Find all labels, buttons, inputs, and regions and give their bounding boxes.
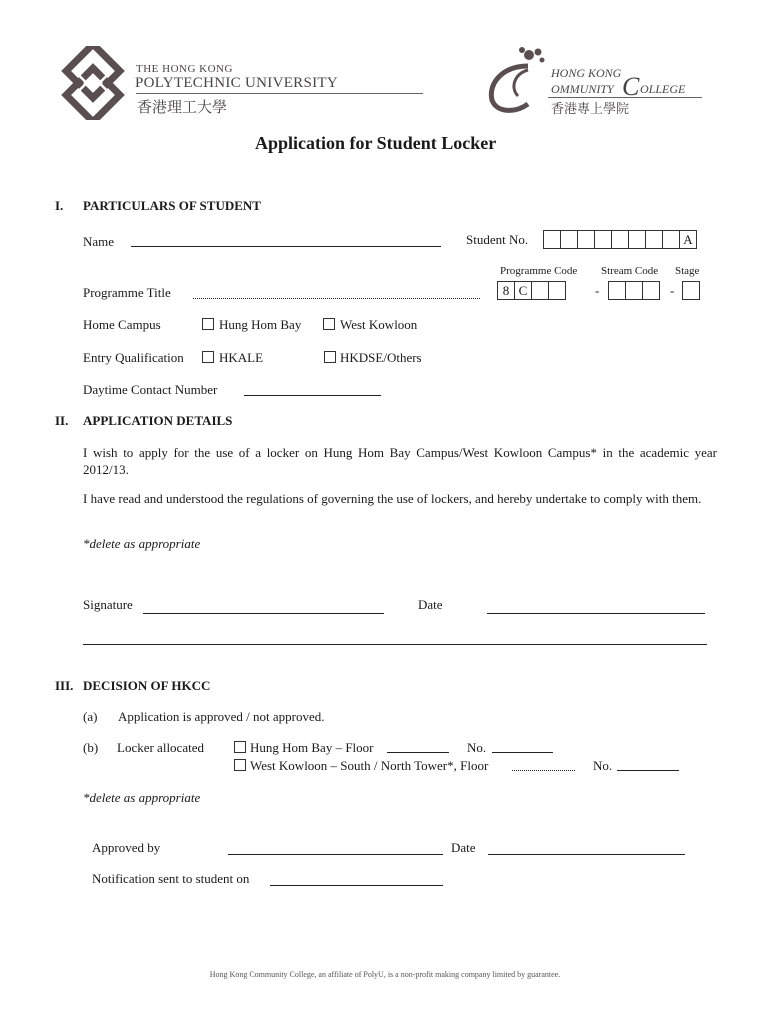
section1-heading: PARTICULARS OF STUDENT [83, 198, 261, 213]
item-a-label: (a) [83, 709, 98, 724]
polyu-name-chinese: 香港理工大學 [137, 98, 228, 116]
campus-westkowloon-label: West Kowloon [340, 317, 418, 332]
student-no-box[interactable] [543, 230, 561, 249]
student-no-box[interactable] [560, 230, 578, 249]
polyu-divider [136, 93, 423, 94]
programme-title-label: Programme Title [83, 285, 171, 300]
student-no-box[interactable] [645, 230, 663, 249]
polyu-emblem-icon [56, 46, 130, 120]
section3-number: III. [55, 678, 74, 693]
polyu-name-line2: POLYTECHNIC UNIVERSITY [135, 75, 339, 91]
notification-field[interactable] [270, 885, 443, 886]
student-no-label: Student No. [466, 232, 529, 247]
locker-hunghom-floor-field[interactable] [387, 752, 449, 753]
locker-hunghom-no-label: No. [467, 740, 487, 755]
name-field[interactable] [131, 246, 441, 247]
contact-number-field[interactable] [244, 395, 381, 396]
hkcc-name-chinese: 香港專上學院 [551, 102, 630, 117]
hkcc-name-line2: OMMUNITY [551, 82, 614, 96]
programme-title-field[interactable] [193, 298, 480, 299]
section-divider [83, 644, 707, 645]
item-b-text: Locker allocated [117, 740, 204, 755]
locker-westkowloon-floor-field[interactable] [512, 770, 575, 771]
campus-westkowloon-checkbox[interactable] [323, 318, 335, 330]
item-a-text: Application is approved / not approved. [118, 709, 325, 724]
hkcc-name-line3: OLLEGE [640, 82, 686, 96]
polyu-name-line1: THE HONG KONG [136, 63, 233, 75]
item-b-label: (b) [83, 740, 99, 755]
stage-box[interactable] [682, 281, 700, 300]
dash-2: - [670, 283, 675, 298]
locker-hunghom-label: Hung Hom Bay – Floor [250, 740, 374, 755]
stage-label: Stage [675, 265, 700, 277]
programme-code-label: Programme Code [500, 265, 578, 277]
programme-code-box[interactable] [548, 281, 566, 300]
signature-field[interactable] [143, 613, 384, 614]
programme-code-box[interactable] [531, 281, 549, 300]
stream-code-boxes[interactable] [608, 281, 659, 300]
entry-qualification-label: Entry Qualification [83, 350, 184, 365]
student-no-box[interactable] [662, 230, 680, 249]
student-no-box[interactable] [628, 230, 646, 249]
locker-westkowloon-no-field[interactable] [617, 770, 679, 771]
campus-hunghom-label: Hung Hom Bay [219, 317, 302, 332]
section2-number: II. [55, 413, 69, 428]
approved-by-field[interactable] [228, 854, 443, 855]
student-no-box[interactable] [577, 230, 595, 249]
home-campus-label: Home Campus [83, 317, 161, 332]
footer-text: Hong Kong Community College, an affiliate of PolyU, is a non-profit making company limited by guarantee. [209, 970, 561, 979]
stage-boxes[interactable] [682, 281, 699, 300]
dash-1: - [595, 283, 600, 298]
locker-westkowloon-checkbox[interactable] [234, 759, 246, 771]
student-no-box[interactable]: A [679, 230, 697, 249]
section1-number: I. [55, 198, 64, 213]
stream-code-label: Stream Code [601, 265, 659, 277]
entry-hkale-checkbox[interactable] [202, 351, 214, 363]
notification-label: Notification sent to student on [92, 871, 250, 886]
date-label-1: Date [418, 597, 443, 612]
form-title: Application for Student Locker [255, 133, 497, 153]
date-label-2: Date [451, 840, 476, 855]
contact-number-label: Daytime Contact Number [83, 382, 218, 397]
signature-label: Signature [83, 597, 133, 612]
application-paragraph-1: I wish to apply for the use of a locker on Hung Hom Bay Campus/West Kowloon Campus* in the academic year 2012/13. [83, 445, 717, 477]
student-no-box[interactable] [594, 230, 612, 249]
locker-hunghom-no-field[interactable] [492, 752, 553, 753]
student-no-boxes[interactable] [543, 230, 696, 249]
approved-by-label: Approved by [92, 840, 161, 855]
hkcc-name-line1: HONG KONG [551, 66, 622, 80]
hkcc-big-c: C [622, 72, 640, 101]
stream-code-box[interactable] [608, 281, 626, 300]
campus-hunghom-checkbox[interactable] [202, 318, 214, 330]
date-field-2[interactable] [488, 854, 685, 855]
stream-code-box[interactable] [625, 281, 643, 300]
entry-hkdse-checkbox[interactable] [324, 351, 336, 363]
locker-westkowloon-no-label: No. [593, 758, 613, 773]
stream-code-box[interactable] [642, 281, 660, 300]
programme-code-box[interactable]: 8 [497, 281, 515, 300]
application-paragraph-2: I have read and understood the regulations of governing the use of lockers, and hereby undertake to comply with them. [83, 491, 702, 506]
locker-westkowloon-label: West Kowloon – South / North Tower*, Floor [250, 758, 489, 773]
section3-heading: DECISION OF HKCC [83, 678, 211, 693]
delete-note-1: *delete as appropriate [83, 536, 201, 551]
name-label: Name [83, 234, 115, 249]
programme-code-box[interactable]: C [514, 281, 532, 300]
section2-heading: APPLICATION DETAILS [83, 413, 233, 428]
entry-hkale-label: HKALE [219, 350, 264, 365]
entry-hkdse-label: HKDSE/Others [340, 350, 422, 365]
delete-note-2: *delete as appropriate [83, 790, 201, 805]
programme-code-boxes[interactable] [497, 281, 565, 300]
date-field-1[interactable] [487, 613, 705, 614]
locker-hunghom-checkbox[interactable] [234, 741, 246, 753]
student-no-box[interactable] [611, 230, 629, 249]
